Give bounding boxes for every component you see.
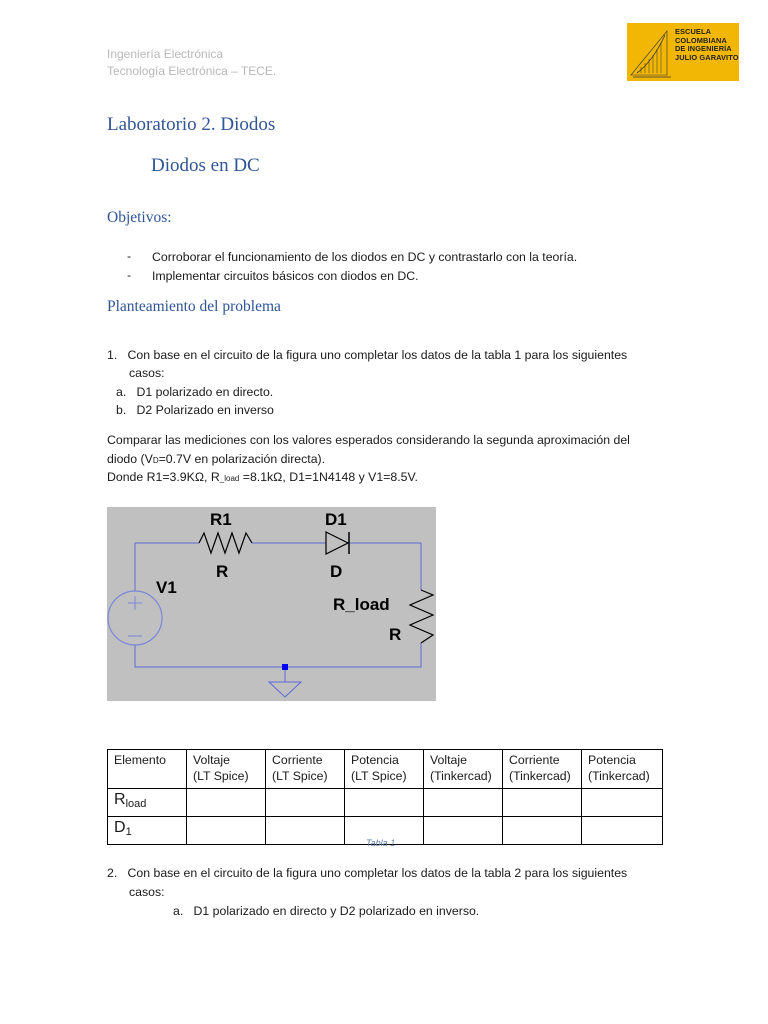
circuit-schematic xyxy=(107,507,436,701)
question-1-text: 1. Con base en el circuito de la figura uno completar los datos de la tabla 1 para los siguientes xyxy=(107,348,628,362)
table-cell[interactable] xyxy=(503,817,582,845)
table-header-cell: Potencia (LT Spice) xyxy=(345,750,424,789)
question-1-text-cont: casos: xyxy=(129,366,165,380)
label-d1-value: D xyxy=(330,562,343,581)
table-header-cell: Potencia (Tinkercad) xyxy=(582,750,663,789)
label-rload: R_load xyxy=(333,595,390,614)
table-cell[interactable] xyxy=(187,817,266,845)
table-cell[interactable] xyxy=(345,789,424,817)
table-header-cell: Elemento xyxy=(108,750,187,789)
ground-node xyxy=(282,664,288,670)
question-2-case-a: a. D1 polarizado en directo y D2 polarizado en inverso. xyxy=(173,904,480,918)
logo-text: ESCUELA COLOMBIANA DE INGENIERÍA JULIO GARAVITO xyxy=(675,27,739,62)
table-cell[interactable] xyxy=(582,789,663,817)
label-r1: R1 xyxy=(210,510,232,529)
question-1-case-b: b. D2 Polarizado en inverso xyxy=(116,403,274,417)
table-caption: Tabla 1 xyxy=(366,838,396,848)
table-cell[interactable] xyxy=(266,817,345,845)
header-program: Tecnología Electrónica – TECE. xyxy=(107,64,277,78)
table-cell[interactable] xyxy=(424,817,503,845)
label-v1: V1 xyxy=(156,578,177,597)
objective-item-2: Implementar circuitos básicos con diodos en DC. xyxy=(152,269,419,283)
objectives-heading: Objetivos: xyxy=(107,209,172,226)
table-header-cell: Corriente (LT Spice) xyxy=(266,750,345,789)
label-r1-value: R xyxy=(216,562,229,581)
bullet-dash: - xyxy=(127,268,132,282)
results-table xyxy=(107,749,663,845)
label-d1: D1 xyxy=(325,510,347,529)
table-row xyxy=(108,789,663,817)
header-department: Ingeniería Electrónica xyxy=(107,47,224,61)
table-header-cell: Voltaje (LT Spice) xyxy=(187,750,266,789)
document-header xyxy=(107,46,276,80)
compare-text-line2: diodo (VD=0.7V en polarización directa). xyxy=(107,452,326,466)
problem-heading: Planteamiento del problema xyxy=(107,298,281,315)
document-title: Laboratorio 2. Diodos xyxy=(107,114,276,135)
objective-item-1: Corroborar el funcionamiento de los diodos en DC y contrastarlo con la teoría. xyxy=(152,250,578,264)
table-cell[interactable] xyxy=(424,789,503,817)
table-header-cell: Voltaje (Tinkercad) xyxy=(424,750,503,789)
table-header-row xyxy=(108,750,663,789)
question-1-case-a: a. D1 polarizado en directo. xyxy=(116,385,274,399)
logo-emblem-icon xyxy=(627,23,675,81)
bullet-dash: - xyxy=(127,249,132,263)
row-label-d1: D1 xyxy=(108,817,187,845)
document-subtitle: Diodos en DC xyxy=(151,155,260,176)
compare-text-line1: Comparar las mediciones con los valores esperados considerando la segunda aproximación del xyxy=(107,433,630,447)
university-logo xyxy=(627,23,739,81)
table-cell[interactable] xyxy=(503,789,582,817)
table-header-cell: Corriente (Tinkercad) xyxy=(503,750,582,789)
question-2-text-cont: casos: xyxy=(129,885,165,899)
row-label-rload: Rload xyxy=(108,789,187,817)
table-cell[interactable] xyxy=(582,817,663,845)
table-cell[interactable] xyxy=(187,789,266,817)
table-cell[interactable] xyxy=(266,789,345,817)
question-2-text: 2. Con base en el circuito de la figura uno completar los datos de la tabla 2 para los siguientes xyxy=(107,866,628,880)
component-values: Donde R1=3.9KΩ, R_load =8.1kΩ, D1=1N4148 y V1=8.5V. xyxy=(107,470,418,484)
label-rload-value: R xyxy=(389,625,402,644)
